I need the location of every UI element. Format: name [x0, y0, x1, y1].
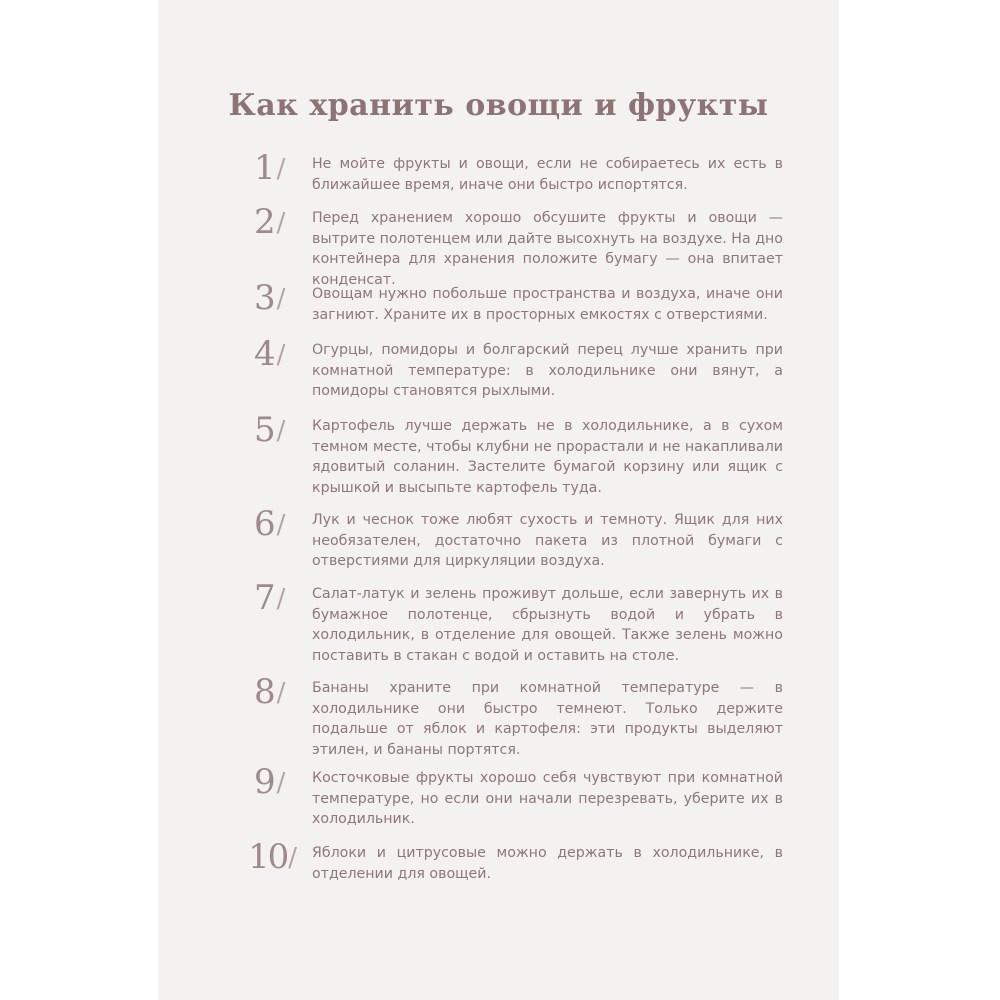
item-number: 5/ [254, 410, 286, 450]
item-number: 4/ [254, 334, 286, 374]
item-text: Бананы храните при комнатной температуре — в холодильнике они быстро темнеют. Только держите подальше от яблок и картофеля: эти продукты выделяют этилен, и бананы портятся. [312, 680, 783, 758]
item-number: 3/ [254, 278, 286, 318]
item-text: Яблоки и цитрусовые можно держать в холодильнике, в отделении для овощей. [312, 845, 783, 882]
item-number: 1/ [254, 148, 286, 188]
item-text: Не мойте фрукты и овощи, если не собираетесь их есть в ближайшее время, иначе они быстро испортятся. [312, 156, 783, 193]
tips-list [158, 0, 839, 1000]
page-title: Как хранить овощи и фрукты [228, 88, 769, 123]
item-number: 10/ [248, 837, 296, 877]
item-text: Картофель лучше держать не в холодильнике, а в сухом темном месте, чтобы клубни не прорастали и не накапливали ядовитый соланин. Застелите бумагой корзину или ящик с крышкой и высыпьте картофель туда. [312, 418, 783, 496]
item-number: 9/ [254, 762, 286, 802]
item-text: Огурцы, помидоры и болгарский перец лучше хранить при комнатной температуре: в холодильнике они вянут, а помидоры становятся рыхлыми. [312, 342, 783, 399]
item-number: 2/ [254, 202, 286, 242]
item-number: 6/ [254, 504, 286, 544]
item-number: 8/ [254, 672, 286, 712]
item-text: Салат-латук и зелень проживут дольше, если завернуть их в бумажное полотенце, сбрызнуть водой и убрать в холодильник, в отделение для овощей. Также зелень можно поставить в стакан с водой и оставить на столе. [312, 586, 783, 664]
item-text: Овощам нужно побольше пространства и воздуха, иначе они загниют. Храните их в просторных емкостях с отверстиями. [312, 286, 783, 323]
item-text: Лук и чеснок тоже любят сухость и темноту. Ящик для них необязателен, достаточно пакета из плотной бумаги с отверстиями для циркуляции воздуха. [312, 512, 783, 569]
item-number: 7/ [254, 578, 286, 618]
item-text: Косточковые фрукты хорошо себя чувствуют при комнатной температуре, но если они начали перезревать, уберите их в холодильник. [312, 770, 783, 827]
document-page [158, 0, 839, 1000]
item-text: Перед хранением хорошо обсушите фрукты и овощи — вытрите полотенцем или дайте высохнуть на воздухе. На дно контейнера для хранения положите бумагу — она впитает конденсат. [312, 210, 783, 288]
